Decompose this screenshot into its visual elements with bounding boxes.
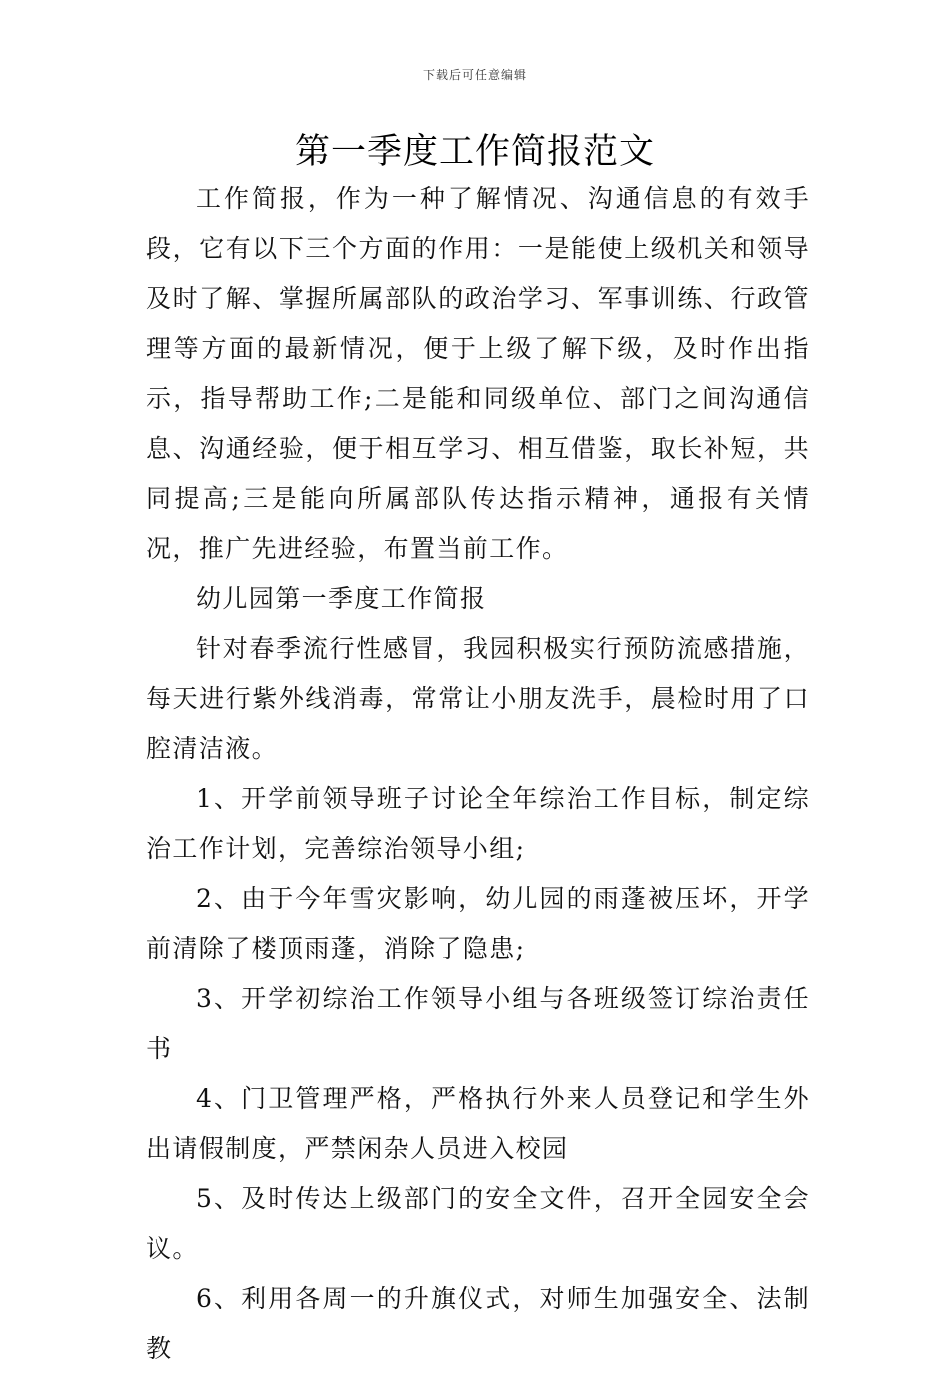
- paragraph-item-2: 2、由于今年雪灾影响，幼儿园的雨蓬被压坏，开学前清除了楼顶雨蓬，消除了隐患;: [146, 884, 810, 963]
- paragraph-item-3: 3、开学初综治工作领导小组与各班级签订综治责任书: [146, 984, 810, 1063]
- paragraph-intro: 工作简报，作为一种了解情况、沟通信息的有效手段，它有以下三个方面的作用：一是能使上级机关和领导及时了解、掌握所属部队的政治学习、军事训练、行政管理等方面的最新情况，便于上级了解下级，及时作出指示，指导帮助工作;二是能和同级单位、部门之间沟通信息、沟通经验，便于相互学习、相互借鉴，取长补短，共同提高;三是能向所属部队传达指示精神，通报有关情况，推广先进经验，布置当前工作。: [146, 184, 810, 563]
- paragraph-item-4: 4、门卫管理严格，严格执行外来人员登记和学生外出请假制度，严禁闲杂人员进入校园: [146, 1084, 810, 1163]
- document-body: [146, 174, 810, 1374]
- paragraph-item-6: 6、利用各周一的升旗仪式，对师生加强安全、法制教: [146, 1284, 810, 1363]
- header-note: 下载后可任意编辑: [422, 68, 527, 82]
- paragraph-flu-prevention: 针对春季流行性感冒，我园积极实行预防流感措施，每天进行紫外线消毒，常常让小朋友洗手，晨检时用了口腔清洁液。: [146, 634, 810, 763]
- paragraph-item-5: 5、及时传达上级部门的安全文件，召开全园安全会议。: [146, 1184, 810, 1263]
- paragraph-subtitle: 幼儿园第一季度工作简报: [196, 584, 487, 613]
- document-title: 第一季度工作简报范文: [294, 132, 655, 172]
- paragraph-item-1: 1、开学前领导班子讨论全年综治工作目标，制定综治工作计划，完善综治领导小组;: [146, 784, 810, 863]
